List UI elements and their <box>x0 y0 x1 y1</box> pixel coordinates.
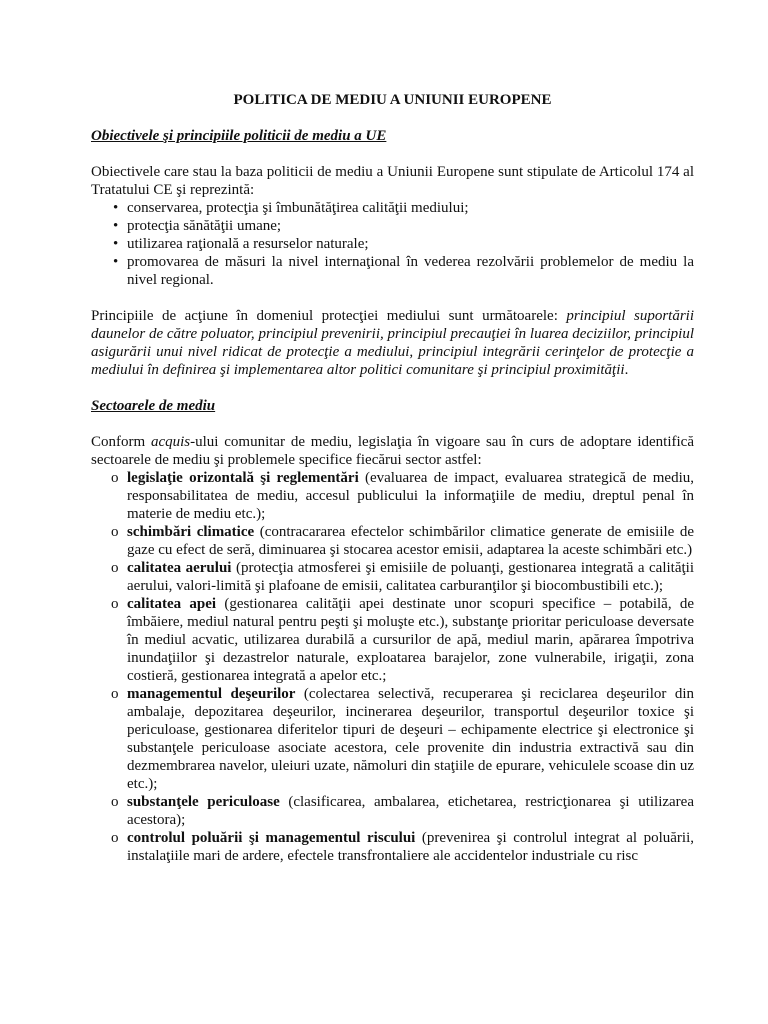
sector-item <box>91 595 694 685</box>
section-heading-sectors: Sectoarele de mediu <box>91 398 216 414</box>
objective-item: • promovarea de măsuri la nivel internaţional în vederea rezolvării problemelor de mediu la nivel regional. <box>91 253 694 289</box>
sectors-list <box>91 469 694 865</box>
section-heading-objectives: Obiectivele şi principiile politicii de mediu a UE <box>91 128 387 144</box>
sector-term: controlul poluării şi managementul riscului <box>127 830 416 846</box>
sector-item <box>91 829 694 865</box>
sector-term: substanţele periculoase <box>127 794 280 810</box>
principles-end: . <box>624 362 629 378</box>
objectives-list <box>91 199 694 289</box>
principles-lead: Principiile de acţiune în domeniul protecţiei mediului sunt următoarele: <box>91 308 567 324</box>
sector-item <box>91 523 694 559</box>
sector-term: calitatea apei <box>127 596 217 612</box>
sector-desc: (contracararea efectelor schimbărilor climatice generate de emisiile de gaze cu efect de seră, diminuarea şi stocarea acestor emisii, adaptarea la aceste schimbări etc.) <box>127 524 694 558</box>
sector-desc: (colectarea selectivă, recuperarea şi reciclarea deşeurilor din ambalaje, depozitarea deşeurilor, incinerarea deşeurilor, transportul deşeurilor toxice şi periculoase, gestionarea diferitelor tipuri de deşeuri – echipamente electrice şi electronice şi substanţele periculoase asociate acestora, cele provenite din industria extractivă sau din dezmembrarea navelor, uleiuri uzate, nămoluri din staţiile de epurare, vehiculele scoase din uz etc.); <box>127 686 694 792</box>
sector-item <box>91 559 694 595</box>
objective-item: • conservarea, protecţia şi îmbunătăţirea calităţii mediului; <box>91 199 694 217</box>
sectors-intro-italic: acquis <box>150 434 191 450</box>
sector-term: calitatea aerului <box>127 560 232 576</box>
sectors-intro <box>91 433 694 469</box>
objectives-intro: Obiectivele care stau la baza politicii de mediu a Uniunii Europene sunt stipulate de Articolul 174 al Tratatului CE şi reprezintă: <box>91 164 694 198</box>
sector-term: managementul deşeurilor <box>127 686 296 702</box>
sector-desc: (prevenirea şi controlul integrat al poluării, instalaţiile mari de ardere, efectele transfrontaliere ale accidentelor industriale cu risc <box>127 830 694 864</box>
sector-item <box>91 685 694 793</box>
principles-list-italic: principiul suportării daunelor de către poluator, principiul prevenirii, principiul precauţiei în luarea deciziilor, principiul asigurării unui nivel ridicat de protecţie a mediului, principiul integrării cerinţelor de protecţie a mediului în definirea şi implementarea altor politici comunitare şi principiul proximităţii <box>91 308 694 378</box>
sector-term: legislaţie orizontală şi reglementări <box>127 470 359 486</box>
document-title: POLITICA DE MEDIU A UNIUNII EUROPENE <box>233 92 552 108</box>
principles-paragraph <box>91 307 694 379</box>
sectors-intro-a: Conform <box>91 434 151 450</box>
sectors-intro-b: -ului comunitar de mediu, legislaţia în vigoare sau în curs de adoptare identifică sectoarele de mediu şi problemele specifice fiecărui sector astfel: <box>91 434 694 468</box>
sector-term: schimbări climatice <box>127 524 255 540</box>
sector-desc: (protecţia atmosferei şi emisiile de poluanţi, gestionarea integrată a calităţii aerului, valori-limită şi plafoane de emisii, calitatea carburanţilor şi biocombustibili etc.); <box>127 560 694 594</box>
sector-item <box>91 793 694 829</box>
sector-desc: (gestionarea calităţii apei destinate unor scopuri specifice – potabilă, de îmbăiere, mediul natural pentru peşti şi moluşte etc.), substanţe prioritar periculoase deversate în mediul acvatic, utilizarea durabilă a cursurilor de apă, mediul marin, apărarea împotriva inundaţiilor şi dezastrelor naturale, exploatarea barajelor, zone vulnerabile, irigaţii, zona costieră, gestionarea integrată a apelor etc.; <box>127 596 694 684</box>
objective-item: • utilizarea raţională a resurselor naturale; <box>91 235 694 253</box>
sector-desc: (evaluarea de impact, evaluarea strategică de mediu, responsabilitatea de mediu, accesul publicului la informaţiile de mediu, dreptul penal în materie de mediu etc.); <box>127 470 694 522</box>
objective-item: • protecţia sănătăţii umane; <box>91 217 694 235</box>
sector-desc: (clasificarea, ambalarea, etichetarea, restricţionarea şi utilizarea acestora); <box>127 794 694 828</box>
sector-item <box>91 469 694 523</box>
